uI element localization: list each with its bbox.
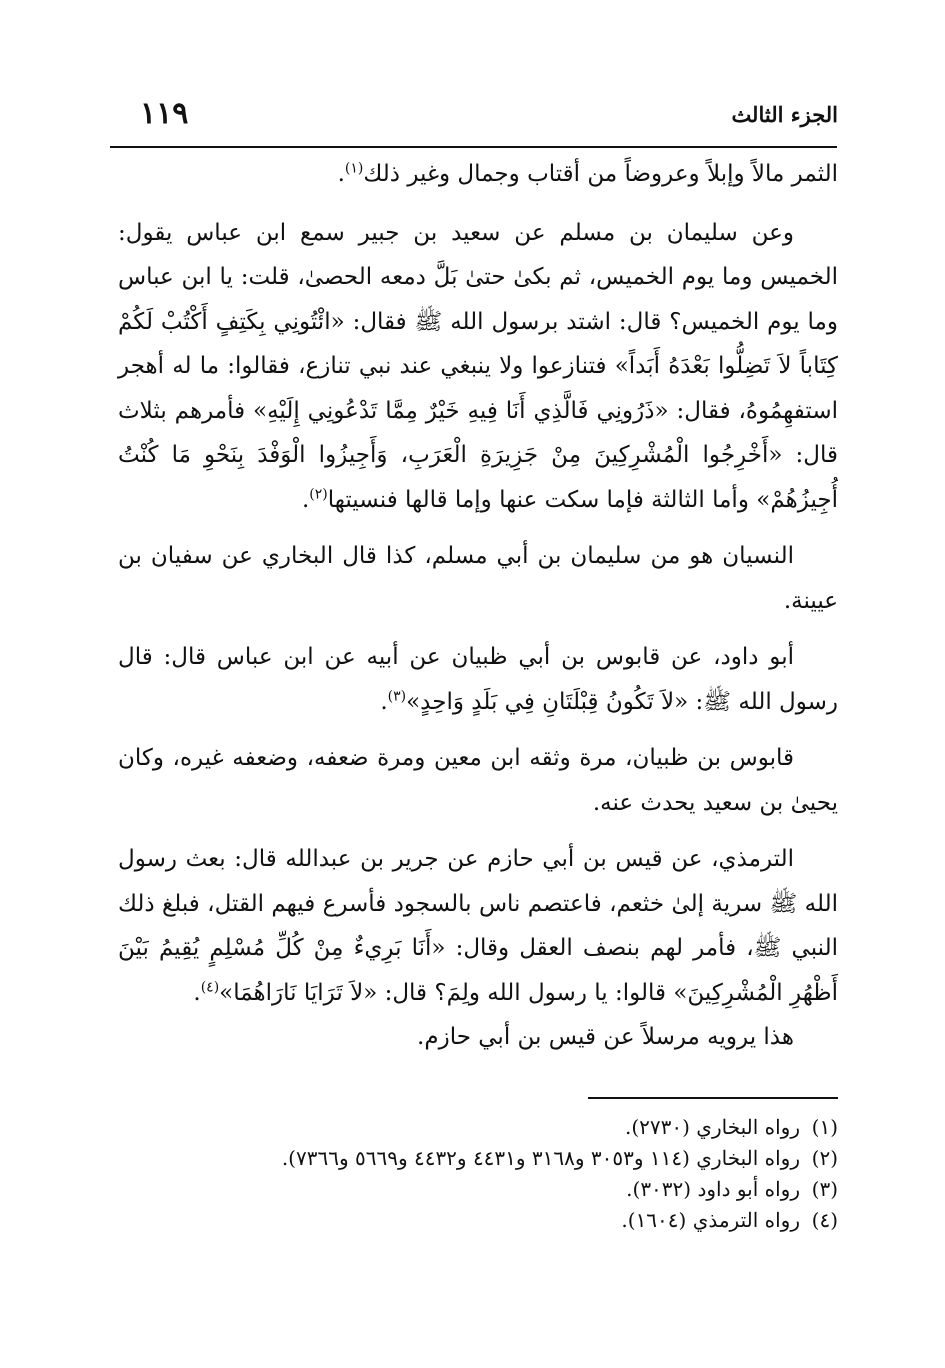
footnote-number: (٢) (811, 1146, 838, 1170)
header-rule (110, 146, 837, 148)
paragraph-4 (118, 635, 838, 724)
paragraph-5: قابوس بن ظبيان، مرة وثقه ابن معين ومرة ضعفه، وضعفه غيره، وكان يحيىٰ بن سعيد يحدث عنه. (118, 745, 838, 816)
hadith-quote-5: «أَنَا بَرِيءٌ مِنْ كُلِّ مُسْلِمٍ يُقِيمُ بَيْنَ أَظْهُرِ الْمُشْرِكِينَ» (118, 935, 838, 1006)
footnote-number: (٤) (811, 1208, 838, 1232)
paragraph-2-text-c: فأمرهم بثلاث قال: (118, 397, 838, 468)
hadith-quote-6: «لاَ تَرَايَا نَارَاهُمَا» (219, 979, 378, 1006)
paragraph-2-text-b: فتنازعوا ولا ينبغي عند نبي تنازع، فقالوا: ما له أهجر استفهِمُوهُ، فقال: (118, 353, 839, 424)
paragraph-6-text-b: قالوا: يا رسول الله ولِمَ؟ قال: (377, 979, 674, 1006)
footnote-item (200, 1205, 838, 1236)
footnote-separator (588, 1097, 838, 1099)
footnote-text: رواه أبو داود (٣٠٣٢). (626, 1177, 800, 1201)
paragraph-3: النسيان هو من سليمان بن أبي مسلم، كذا قال البخاري عن سفيان بن عيينة. (118, 543, 838, 614)
footnote-text: رواه البخاري (٢٧٣٠). (624, 1115, 800, 1139)
paragraph-1 (118, 152, 838, 197)
footnote-ref-2: (٢) (309, 485, 328, 502)
hadith-quote-4: «لاَ تَكُونُ قِبْلَتَانِ فِي بَلَدٍ وَاحِدٍ» (406, 688, 689, 715)
footnote-text: رواه البخاري (١١٤ و٣٠٥٣ و٣١٦٨ و٤٤٣١ و٤٤٣٢ و٥٦٦٩ و٧٣٦٦). (281, 1146, 800, 1170)
footnote-item (200, 1112, 838, 1143)
page-number: ١١٩ (140, 96, 189, 131)
hadith-quote-3: «أَخْرِجُوا الْمُشْرِكِينَ مِنْ جَزِيرَةِ الْعَرَبِ، وَأَجِيزُوا الْوَفْدَ بِنَحْوِ مَا كُنْتُ أُجِيزُهُمْ» (118, 442, 838, 513)
running-head: الجزء الثالث (731, 102, 838, 127)
footnotes (200, 1112, 838, 1236)
paragraph-6 (118, 837, 838, 1015)
footnote-ref-1: (١) (344, 160, 364, 177)
footnote-text: رواه الترمذي (١٦٠٤). (621, 1208, 800, 1232)
page-header (110, 96, 838, 140)
paragraph-4-text: أبو داود، عن قابوس بن أبي ظبيان عن أبيه عن ابن عباس قال: قال رسول الله ﷺ: (118, 644, 838, 715)
footnote-ref-4: (٤) (200, 978, 220, 995)
paragraph-7: هذا يرويه مرسلاً عن قيس بن أبي حازم. (417, 1024, 794, 1050)
paragraph-1-end: . (337, 161, 345, 187)
paragraph-2 (118, 211, 838, 523)
paragraph-2-end: . (301, 486, 310, 513)
footnote-number: (١) (811, 1115, 838, 1139)
paragraph-2-text-d: وأما الثالثة فإما سكت عنها وإما قالها فنسيتها (327, 486, 757, 513)
paragraph-6-end: . (193, 979, 201, 1006)
paragraph-6-text-a: الترمذي، عن قيس بن أبي حازم عن جرير بن عبدالله قال: بعث رسول الله ﷺ سرية إلىٰ خثعم، فاعتصم ناس بالسجود فأسرع فيهم القتل، فبلغ ذلك النبي ﷺ، فأمر لهم بنصف العقل وقال: (118, 846, 838, 961)
paragraph-2-text-a: وعن سليمان بن مسلم عن سعيد بن جبير سمع ابن عباس يقول: الخميس وما يوم الخميس، ثم بكىٰ حتىٰ بَلَّ دمعه الحصىٰ، قلت: يا ابن عباس وما يوم الخميس؟ قال: اشتد برسول الله ﷺ فقال: (118, 219, 838, 335)
footnote-item (200, 1174, 838, 1205)
main-text (118, 152, 838, 1072)
hadith-quote-2: «ذَرُونِي فَالَّذِي أَنَا فِيهِ خَيْرٌ مِمَّا تَدْعُونِي إِلَيْهِ» (253, 397, 669, 424)
paragraph-1-text: الثمر مالاً وإبلاً وعروضاً من أقتاب وجمال وغير ذلك (363, 161, 838, 187)
footnote-number: (٣) (811, 1177, 838, 1201)
footnote-item (200, 1143, 838, 1174)
paragraph-4-end: . (380, 688, 388, 715)
hadith-quote-1: «ائْتُونِي بِكَتِفٍ أَكْتُبْ لَكُمْ كِتَاباً لاَ تَضِلُّوا بَعْدَهُ أَبَداً» (118, 308, 838, 379)
footnote-ref-3: (٣) (387, 687, 407, 704)
